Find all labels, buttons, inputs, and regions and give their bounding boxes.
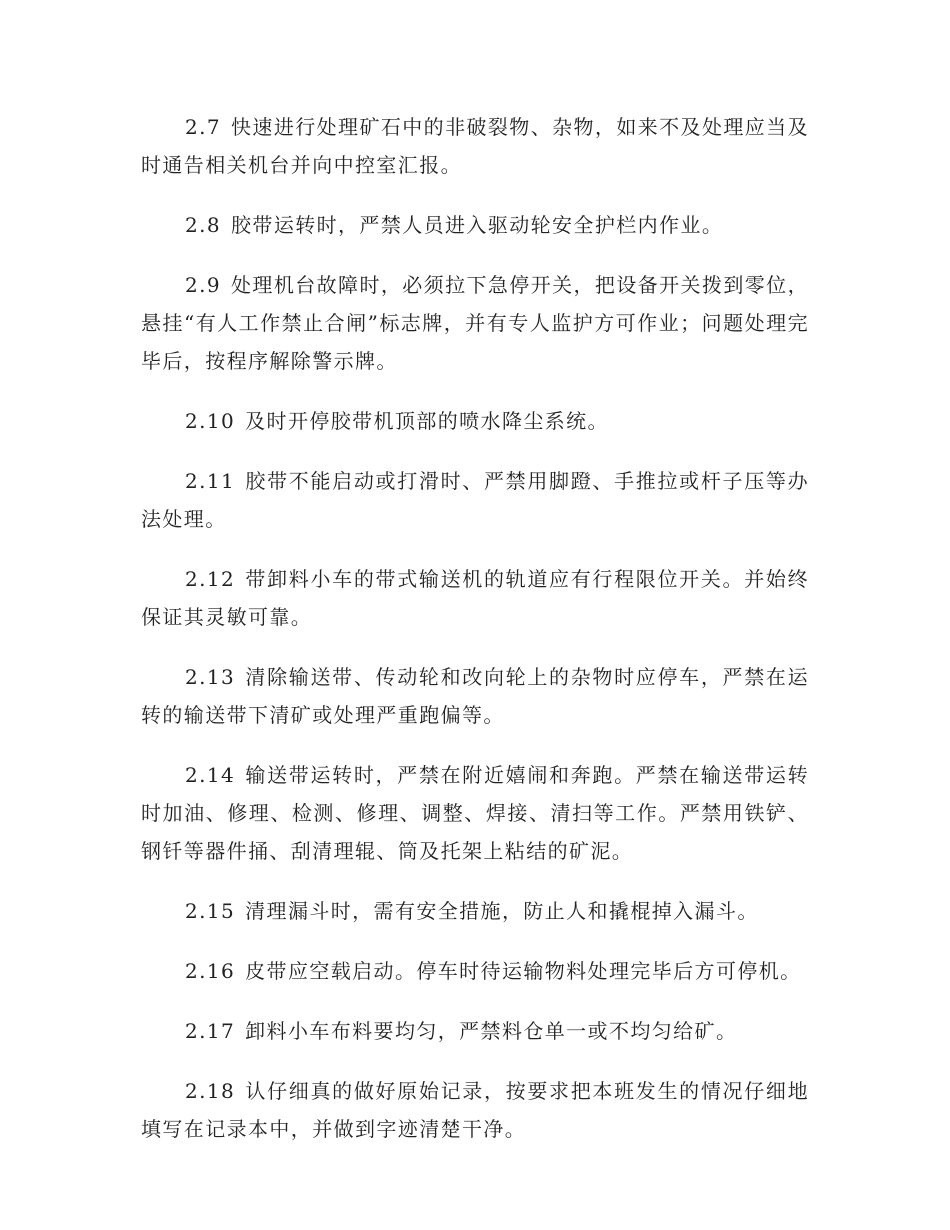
paragraph-number: 2.16 xyxy=(185,959,236,983)
paragraph-number: 2.9 xyxy=(185,273,222,297)
paragraph-number: 2.15 xyxy=(185,899,236,923)
paragraph-2-15 xyxy=(141,892,809,930)
paragraph-text: 卸料小车布料要均匀，严禁料仓单一或不均匀给矿。 xyxy=(245,1019,738,1043)
paragraph-text: 快速进行处理矿石中的非破裂物、杂物，如来不及处理应当及时通告相关机台并向中控室汇报。 xyxy=(141,115,809,177)
paragraph-text: 认仔细真的做好原始记录，按要求把本班发生的情况仔细地填写在记录本中，并做到字迹清楚干净。 xyxy=(141,1079,809,1141)
paragraph-number: 2.11 xyxy=(185,469,236,493)
paragraph-number: 2.13 xyxy=(185,665,236,689)
paragraph-text: 胶带不能启动或打滑时、严禁用脚蹬、手推拉或杆子压等办法处理。 xyxy=(141,469,809,531)
paragraph-number: 2.14 xyxy=(185,763,236,787)
paragraph-2-12 xyxy=(141,560,809,636)
paragraph-2-8 xyxy=(141,206,809,244)
paragraph-text: 带卸料小车的带式输送机的轨道应有行程限位开关。并始终保证其灵敏可靠。 xyxy=(141,567,809,629)
paragraph-2-16 xyxy=(141,952,809,990)
paragraph-text: 皮带应空载启动。停车时待运输物料处理完毕后方可停机。 xyxy=(245,959,802,983)
paragraph-2-18 xyxy=(141,1072,809,1148)
paragraph-number: 2.8 xyxy=(185,213,222,237)
paragraph-2-10 xyxy=(141,402,809,440)
paragraph-number: 2.18 xyxy=(185,1079,236,1103)
paragraph-text: 清除输送带、传动轮和改向轮上的杂物时应停车，严禁在运转的输送带下清矿或处理严重跑偏等。 xyxy=(141,665,809,727)
paragraph-2-13 xyxy=(141,658,809,734)
paragraph-2-17 xyxy=(141,1012,809,1050)
paragraph-number: 2.17 xyxy=(185,1019,236,1043)
paragraph-text: 胶带运转时，严禁人员进入驱动轮安全护栏内作业。 xyxy=(231,213,724,237)
paragraph-text: 输送带运转时，严禁在附近嬉闹和奔跑。严禁在输送带运转时加油、修理、检测、修理、调整、焊接、清扫等工作。严禁用铁铲、钢钎等器件捅、刮清理辊、筒及托架上粘结的矿泥。 xyxy=(141,763,809,863)
paragraph-text: 清理漏斗时，需有安全措施，防止人和撬棍掉入漏斗。 xyxy=(245,899,759,923)
paragraph-2-11 xyxy=(141,462,809,538)
paragraph-number: 2.7 xyxy=(185,115,222,139)
paragraph-2-14 xyxy=(141,756,809,870)
paragraph-number: 2.10 xyxy=(185,409,236,433)
paragraph-text: 及时开停胶带机顶部的喷水降尘系统。 xyxy=(245,409,609,433)
document-body xyxy=(141,108,809,1170)
paragraph-number: 2.12 xyxy=(185,567,236,591)
paragraph-2-7 xyxy=(141,108,809,184)
paragraph-2-9 xyxy=(141,266,809,380)
paragraph-text: 处理机台故障时，必须拉下急停开关，把设备开关拨到零位，悬挂“有人工作禁止合闸”标志牌，并有专人监护方可作业；问题处理完毕后，按程序解除警示牌。 xyxy=(141,273,809,373)
